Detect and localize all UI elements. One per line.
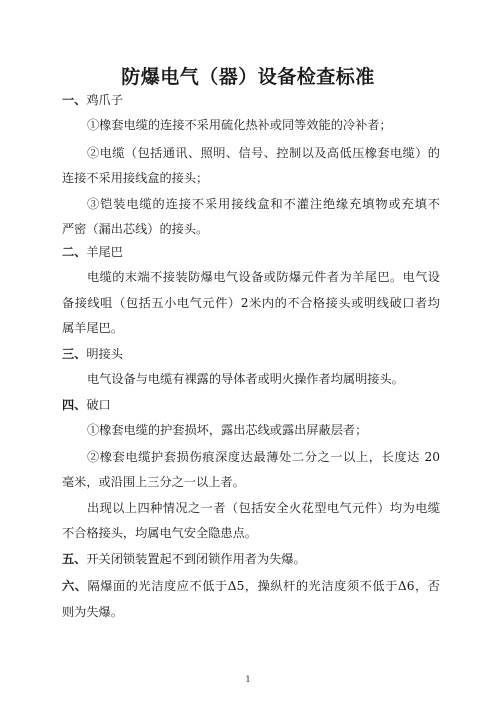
section-2-number: 二、 <box>62 245 87 259</box>
section-1-number: 一、 <box>62 93 87 107</box>
section-3-heading <box>62 347 440 361</box>
section-2-title: 羊尾巴 <box>86 245 123 259</box>
section-4-item-1: ①橡套电缆的护套损坏，露出芯线或露出屏蔽层者； <box>87 423 368 437</box>
section-1-item-2-line-1: ②电缆（包括通讯、照明、信号、控制以及高低压橡套电缆）的 <box>87 146 440 160</box>
section-1-heading <box>62 93 440 107</box>
section-1-item-3-line-1: ③铠装电缆的连接不采用接线盒和不灌注绝缘充填物或充填不 <box>87 197 440 211</box>
section-6-number: 六、 <box>62 579 88 593</box>
section-1-item-2-line-2: 连接不采用接线盒的接头； <box>62 171 209 185</box>
section-4-item-2-line-1: ②橡套电缆护套损伤痕深度达最薄处二分之一以上，长度达 20 <box>87 450 440 464</box>
document-title: 防爆电气（器）设备检查标准 <box>121 66 375 88</box>
section-4-title: 破口 <box>86 398 111 412</box>
section-3-line-1: 电气设备与电缆有裸露的导体者或明火操作者均属明接头。 <box>87 372 404 386</box>
section-6-line-2: 则为失爆。 <box>62 605 123 619</box>
section-4-number: 四、 <box>62 398 87 412</box>
section-1-item-1: ①橡套电缆的连接不采用硫化热补或同等效能的冷补者； <box>87 118 392 132</box>
section-5-line <box>62 552 440 566</box>
section-5-number: 五、 <box>62 552 87 566</box>
section-4-item-2-line-2: 毫米，或沿围上三分之一以上者。 <box>62 475 245 489</box>
section-1-item-3-line-2: 严密（漏出芯线）的接头。 <box>62 222 209 236</box>
section-2-line-3: 属羊尾巴。 <box>62 321 123 335</box>
section-3-number: 三、 <box>62 347 87 361</box>
section-1-title: 鸡爪子 <box>86 93 123 107</box>
section-4-heading <box>62 398 440 412</box>
section-2-heading <box>62 245 440 259</box>
section-2-line-2: 备接线咀（包括五小电气元件）2米内的不合格接头或明线破口者均 <box>62 296 440 310</box>
section-6-text-line-1: 隔爆面的光洁度应不低于Δ5，操纵杆的光洁度须不低于Δ6，否 <box>87 579 440 593</box>
section-5-text: 开关闭锁装置起不到闭锁作用者为失爆。 <box>86 552 306 566</box>
section-4-note-line-1: 出现以上四种情况之一者（包括安全火花型电气元件）均为电缆 <box>87 501 440 515</box>
section-2-line-1: 电缆的末端不接装防爆电气设备或防爆元件者为羊尾巴。电气设 <box>87 270 440 284</box>
section-4-note-line-2: 不合格接头，均属电气安全隐患点。 <box>62 526 257 540</box>
page-number: 1 <box>245 675 251 684</box>
section-6-line-1 <box>62 579 440 593</box>
section-3-title: 明接头 <box>86 347 123 361</box>
